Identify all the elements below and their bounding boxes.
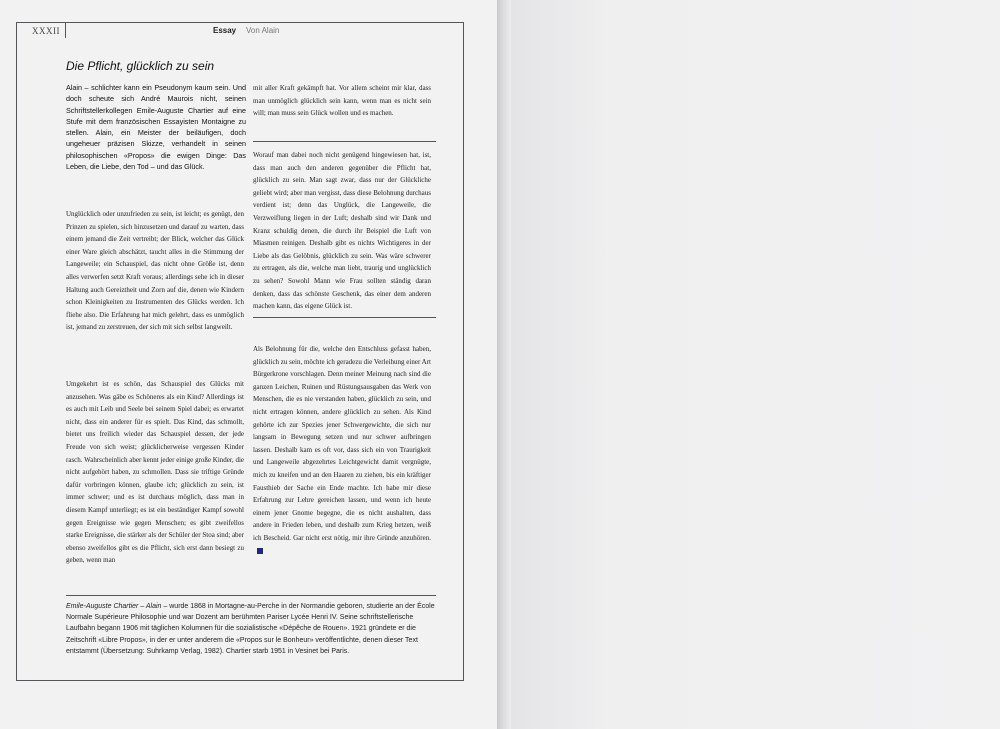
paragraph-text: Als Belohnung für die, welche den Entschluss gefasst haben, glücklich zu sein, möchte ich geradezu die Verleihung einer Art Bürgerkrone vorschlagen. Denn meiner Meinung nach sind die ganzen Leichen, Ruinen und Rüstungsausgaben das Werk von Menschen, die es nie verstanden haben, glücklich zu sein, und nicht ertragen können, andere glücklich zu sehen. Als Kind gehörte ich zur Spezies jener Schwergewichte, die sich nur langsam in Bewegung setzen und nur schwer aufbringen lassen. Deshalb kam es oft vor, dass sich ein von Traurigkeit und Langeweile abgezehrtes Leichtgewicht damit vergnügte, mich zu kneifen und an den Haaren zu ziehen, bis ein kräftiger Fausthieb der Sache ein Ende machte. Ich habe mir diese Erfahrung zur Lehre gereichen lassen, und wenn ich heute einem jener Gnome begegne, die es nicht aushalten, dass andere in Frieden leben, und deshalb zum Krieg hetzen, weiß ich Bescheid. Gar nicht erst nötig, mir ihre Gründe anzuhören. — [253, 345, 431, 542]
bio-divider — [66, 595, 436, 596]
bio-author-name: Emile-Auguste Chartier – Alain – — [66, 603, 168, 610]
body-paragraph-4 — [253, 149, 431, 313]
author-bio — [66, 601, 438, 657]
running-header — [16, 22, 464, 38]
body-paragraph-3 — [253, 82, 431, 120]
column-divider — [253, 317, 436, 318]
author-label: Von Alain — [246, 26, 280, 35]
body-paragraph-5 — [253, 343, 431, 557]
paragraph-text: Umgekehrt ist es schön, das Schauspiel des Glücks mit anzusehen. Was gäbe es Schöneres als ein Kind? Allerdings ist es auch mit Leib und Seele bei seinem Spiel dabei; es erwartet nicht, dass ein anderer für es spielt. Das Kind, das schmollt, bietet uns freilich wieder das Schauspiel dessen, der jede Freude von sich weist; glücklicherweise vergessen Kinder rasch. Wahrscheinlich aber kennt jeder einige große Kinder, die nicht aufgehört haben, zu schmollen. Dass sie triftige Gründe dafür vorbringen können, glaube ich; glücklich zu sein, ist immer schwer; und es ist durchaus möglich, dass man in diesem Kampf unterliegt; es ist ein beständiger Kampf sowohl gegen Ereignisse wie gegen Menschen; es gibt zweifellos starke Ereignisse, die stärker als der Schüler der Stoa sind; aber ebenso zweifellos gibt es die Pflicht, sich erst dann besiegt zu geben, wenn man — [66, 380, 244, 565]
end-of-article-mark — [257, 548, 263, 554]
paragraph-text: mit aller Kraft gekämpft hat. Vor allem scheint mir klar, dass man unmöglich glücklich sein kann, wenn man es nicht sein will; man muss sein Glück wollen und es machen. — [253, 84, 431, 118]
paragraph-text: Unglücklich oder unzufrieden zu sein, ist leicht; es genügt, den Prinzen zu spielen, sich hinzusetzen und darauf zu warten, dass einem jemand die Zeit vertreibt; der Blick, welcher das Glück einer Ware gleich abschätzt, taucht alles in die Stimmung der Langeweile; ein Schauspiel, das nicht ohne Größe ist, denn alles verwerfen setzt Kraft voraus; allerdings sehe ich in dieser Haltung auch Gereiztheit und Zorn auf die, denen wie Kindern schon Kleinigkeiten zu Instrumenten des Glücks werden. Ich fliehe also. Die Erfahrung hat mich gelehrt, dass es unmöglich ist, jemand zu zerstreuen, der sich mit sich selbst langweilt. — [66, 210, 244, 332]
article-lead: Alain – schlichter kann ein Pseudonym kaum sein. Und doch scheute sich André Maurois nicht, seinen Schriftstellerkollegen Emile-Auguste Chartier auf eine Stufe mit dem französischen Essayisten Montaigne zu stellen. Alain, ein Meister der beiläufigen, doch ungeheuer präzisen Skizze, verhandelt in seinen philosophischen «Propos» die ewigen Dinge: Das Leben, die Liebe, den Tod – und das Glück. — [66, 83, 246, 172]
header-divider — [65, 22, 66, 38]
body-paragraph-1 — [66, 208, 244, 334]
body-paragraph-2 — [66, 378, 244, 567]
book-gutter — [497, 0, 511, 729]
page-number: XXXII — [32, 26, 60, 36]
bio-text: wurde 1868 in Mortagne-au-Perche in der Normandie geboren, studierte an der École Normale Supérieure Philosophie und war Dozent am berühmten Pariser Lycée Henri IV. Seine schriftstellerische Laufbahn begann 1906 mit täglichen Kolumnen für die sozialistische «Dépêche de Rouen». 1921 gründete er die Zeitschrift «Libre Propos», in der er unter anderem die «Propos sur le Bonheur» veröffentlichte, denen dieser Text entstammt (Übersetzung: Suhrkamp Verlag, 1982). Chartier starb 1951 in Vesinet bei Paris. — [66, 603, 435, 655]
column-divider — [253, 141, 436, 142]
article-title: Die Pflicht, glücklich zu sein — [66, 59, 215, 73]
paragraph-text: Worauf man dabei noch nicht genügend hingewiesen hat, ist, dass man auch den anderen gegenüber die Pflicht hat, glücklich zu sein. Man sagt zwar, dass nur der Glückliche geliebt wird; aber man vergisst, dass diese Belohnung durchaus verdient ist; denn das Unglück, die Langeweile, die Verzweiflung liegen in der Luft; deshalb sind wir Dank und Kranz schuldig denen, die durch ihr Beispiel die Luft von Miasmen reinigen. Deshalb gibt es nichts Wichtigeres in der Liebe als das Gelöbnis, glücklich zu sein. Was wäre schwerer zu ertragen, als die, welche man liebt, traurig und unglücklich zu sehen? Sowohl Mann wie Frau sollten ständig daran denken, dass das schönste Geschenk, das einer dem anderen machen kann, das eigene Glück ist. — [253, 151, 431, 311]
right-page-blank — [511, 0, 1000, 729]
section-label: Essay — [213, 26, 237, 35]
